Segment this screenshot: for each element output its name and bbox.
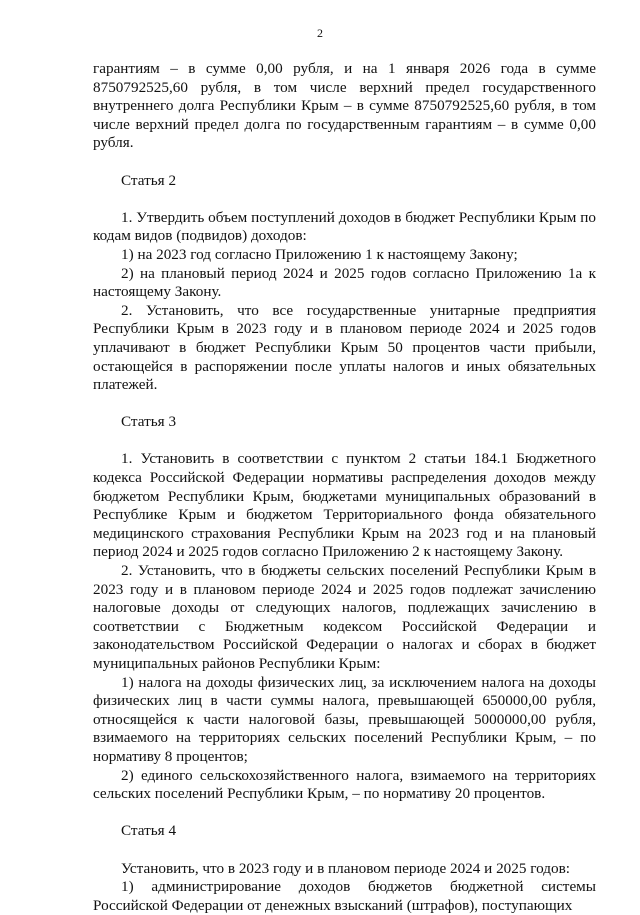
page-number: 2 (317, 26, 323, 40)
paragraph: 2) на плановый период 2024 и 2025 годов согласно Приложению 1а к настоящему Закону. (93, 264, 596, 301)
paragraph: гарантиям – в сумме 0,00 рубля, и на 1 января 2026 года в сумме 8750792525,60 рубля, в том числе верхний предел государственного внутреннего долга Республики Крым – в сумме 8750792525,60 рубля, в том числе верхний предел долга по государственным гарантиям – в сумме 0,00 рубля. (93, 60, 596, 152)
paragraph: 1) налога на доходы физических лиц, за исключением налога на доходы физических лиц в части суммы налога, превышающей 650000,00 рубля, относящейся к части налоговой базы, превышающей 5000000,00 рубля, взимаемого на территориях сельских поселений Республики Крым, – по нормативу 8 процентов; (93, 673, 596, 765)
article-heading: Статья 4 (121, 822, 177, 840)
article-heading: Статья 3 (121, 413, 177, 431)
paragraph: 2. Установить, что в бюджеты сельских поселений Республики Крым в 2023 году и в плановом периоде 2024 и 2025 годов подлежат зачислению налоговые доходы от следующих налогов, подлежащих зачислению в соответствии с Бюджетным кодексом Российской Федерации и законодательством Российской Федерации о налогах и сборах в бюджет муниципальных районов Республики Крым: (93, 562, 596, 672)
paragraph: 1) администрирование доходов бюджетов бюджетной системы Российской Федерации от денежных взысканий (штрафов), поступающих (93, 878, 596, 914)
paragraph: Установить, что в 2023 году и в плановом периоде 2024 и 2025 годов: (121, 859, 570, 877)
paragraph: 2. Установить, что все государственные унитарные предприятия Республики Крым в 2023 году и в плановом периоде 2024 и 2025 годов уплачивают в бюджет Республики Крым 50 процентов части прибыли, остающейся в распоряжении после уплаты налогов и иных обязательных платежей. (93, 301, 596, 394)
article-heading: Статья 2 (121, 171, 177, 189)
paragraph: 1. Утвердить объем поступлений доходов в бюджет Республики Крым по кодам видов (подвидов) доходов: (93, 208, 596, 245)
paragraph: 1. Установить в соответствии с пунктом 2 статьи 184.1 Бюджетного кодекса Российской Федерации нормативы распределения доходов между бюджетом Республики Крым, бюджетами муниципальных образований в Республике Крым и бюджетом Территориального фонда обязательного медицинского страхования Республики Крым на 2023 год и на плановый период 2024 и 2025 годов согласно Приложению 2 к настоящему Закону. (93, 450, 596, 561)
document-body (93, 60, 596, 915)
paragraph: 2) единого сельскохозяйственного налога, взимаемого на территориях сельских поселений Республики Крым, – по нормативу 20 процентов. (93, 766, 596, 803)
paragraph: 1) на 2023 год согласно Приложению 1 к настоящему Закону; (121, 245, 518, 263)
